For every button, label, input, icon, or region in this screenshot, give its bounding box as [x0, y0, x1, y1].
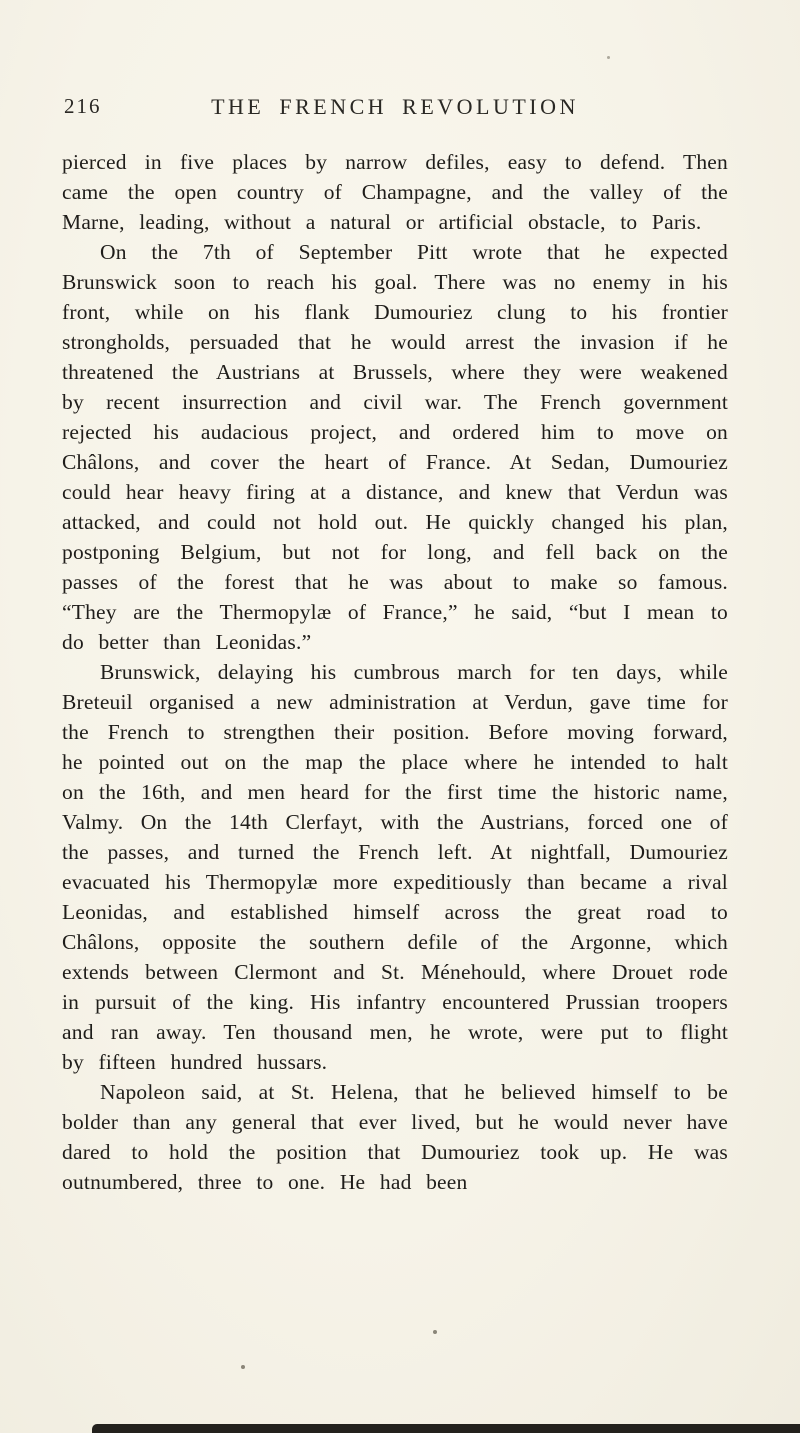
paragraph: pierced in five places by narrow defiles, easy to defend. Then came the open country of Champagne, and the valley of the Marne, leading, without a natural or artificial obstacle, to Paris.	[62, 150, 728, 234]
paragraph: Brunswick, delaying his cumbrous march for ten days, while Breteuil organised a new administration at Verdun, gave time for the French to strengthen their position. Before moving forward, he pointed out on the map the place where he intended to halt on the 16th, and men heard for the first time the historic name, Valmy. On the 14th Clerfayt, with the Austrians, forced one of the passes, and turned the French left. At nightfall, Dumouriez evacuated his Thermopylæ more expeditiously than became a rival Leonidas, and established himself across the great road to Châlons, opposite the southern defile of the Argonne, which extends between Clermont and St. Ménehould, where Drouet rode in pursuit of the king. His infantry encountered Prussian troopers and ran away. Ten thousand men, he wrote, were put to flight by fifteen hundred hussars.	[62, 660, 728, 1074]
scan-edge-shadow	[92, 1424, 800, 1433]
page-content	[62, 94, 728, 1197]
scan-speck	[607, 56, 610, 59]
running-header-title: THE FRENCH REVOLUTION	[211, 94, 579, 119]
body-text	[62, 147, 728, 1197]
paragraph: Napoleon said, at St. Helena, that he believed himself to be bolder than any general that ever lived, but he would never have dared to hold the position that Dumouriez took up. He was outnumbered, three to one. He had been	[62, 1080, 728, 1194]
scan-speck	[241, 1365, 245, 1369]
page-number: 216	[64, 94, 102, 118]
paragraph: On the 7th of September Pitt wrote that he expected Brunswick soon to reach his goal. There was no enemy in his front, while on his flank Dumouriez clung to his frontier strongholds, persuaded that he would arrest the invasion if he threatened the Austrians at Brussels, where they were weakened by recent insurrection and civil war. The French government rejected his audacious project, and ordered him to move on Châlons, and cover the heart of France. At Sedan, Dumouriez could hear heavy firing at a distance, and knew that Verdun was attacked, and could not hold out. He quickly changed his plan, postponing Belgium, but not for long, and fell back on the passes of the forest that he was about to make so famous. “They are the Thermopylæ of France,” he said, “but I mean to do better than Leonidas.”	[62, 240, 728, 654]
page-header	[62, 94, 728, 122]
scan-speck	[433, 1330, 437, 1334]
